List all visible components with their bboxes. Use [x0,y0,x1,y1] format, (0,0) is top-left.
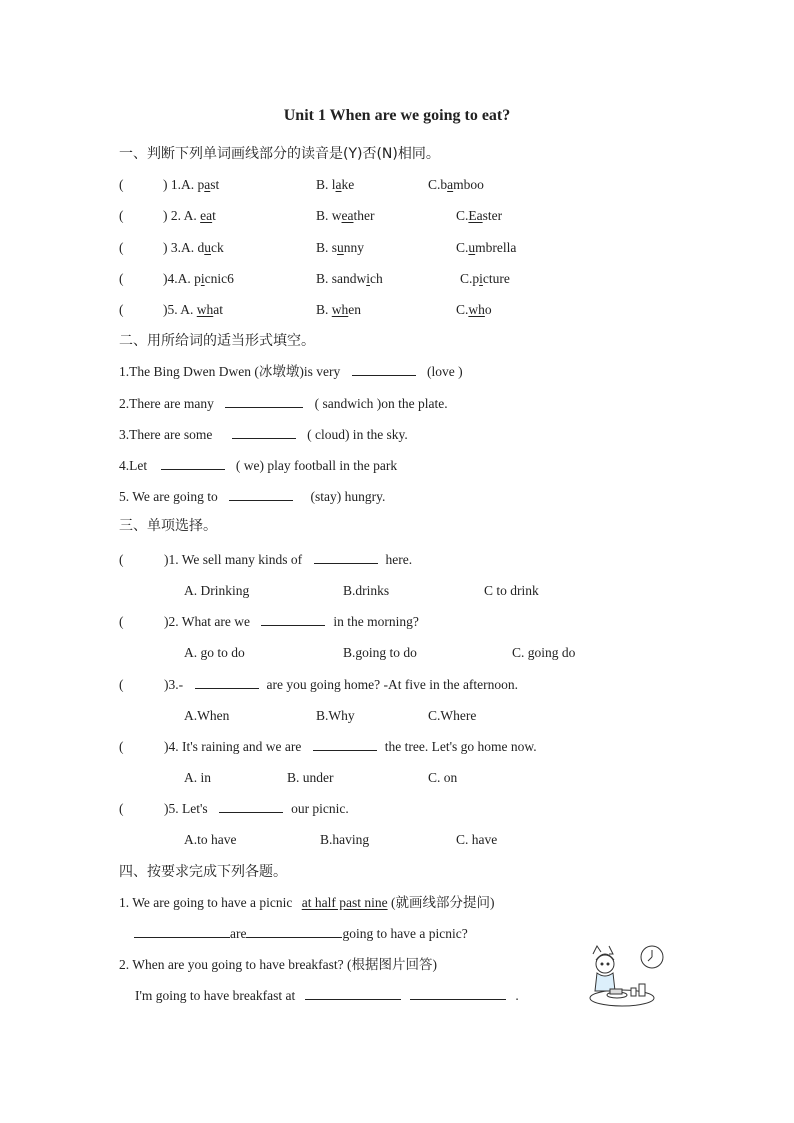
task-2-answer-line: I'm going to have breakfast at . [135,988,519,1003]
answer-blank[interactable] [352,363,416,376]
option-b: B. lake [316,177,355,192]
option-c: C. have [456,832,498,847]
answer-blank[interactable] [229,488,293,501]
option-a: A. in [184,770,211,785]
answer-blank[interactable] [246,925,342,938]
task-1: 1. We are going to have a picnic at half past nine (就画线部分提问) [119,895,495,910]
fill-item-2: 2.There are many ( sandwich )on the plate. [119,396,448,411]
answer-blank[interactable] [195,676,259,689]
breakfast-illustration [585,940,670,1012]
answer-blank[interactable] [261,613,325,626]
option-c: C.Easter [456,208,503,223]
option-b: B. when [316,302,362,317]
option-c: C to drink [484,583,539,598]
section-3-heading: 三、单项选择。 [119,518,217,534]
option-c: C.who [456,302,492,317]
answer-blank[interactable] [410,987,506,1000]
option-b: B. sunny [316,240,365,255]
option-b: B.going to do [343,645,417,660]
question-text: )1. We sell many kinds of here. [164,552,413,567]
option-c: C.picture [460,271,510,286]
option-c: C.bamboo [428,177,484,192]
option-c: C.umbrella [456,240,517,255]
answer-paren[interactable]: ( [119,614,124,629]
answer-paren[interactable]: ( [119,177,124,192]
option-a: A. Drinking [184,583,250,598]
answer-paren[interactable]: ( [119,302,124,317]
section-1-heading: 一、判断下列单词画线部分的读音是(Y)否(N)相同。 [119,146,440,162]
task-2: 2. When are you going to have breakfast? (根据图片回答) [119,957,438,972]
section-4-heading: 四、按要求完成下列各题。 [119,864,287,880]
answer-blank[interactable] [314,551,378,564]
fill-item-3: 3.There are some ( cloud) in the sky. [119,427,408,442]
answer-paren[interactable]: ( [119,677,124,692]
option-c: C.Where [428,708,477,723]
question-text: )2. What are we in the morning? [164,614,419,629]
answer-paren[interactable]: ( [119,739,124,754]
answer-paren[interactable]: ( [119,552,124,567]
option-c: C. going do [512,645,576,660]
option-b: B.drinks [343,583,390,598]
task-1-answer-line: are going to have a picnic? [134,925,468,943]
answer-blank[interactable] [219,800,283,813]
question-text: )5. Let's our picnic. [164,801,349,816]
option-a: A.When [184,708,230,723]
answer-blank[interactable] [305,987,401,1000]
answer-blank[interactable] [134,925,230,938]
option-b: B. weather [316,208,375,223]
item-number: )4.A. picnic6 [163,271,234,286]
fill-item-5: 5. We are going to (stay) hungry. [119,489,386,504]
item-number: ) 2. A. eat [163,208,216,223]
option-b: B.having [320,832,370,847]
answer-paren[interactable]: ( [119,271,124,286]
answer-blank[interactable] [225,395,303,408]
answer-blank[interactable] [313,738,377,751]
section-2-heading: 二、用所给词的适当形式填空。 [119,333,315,349]
option-a: A.to have [184,832,237,847]
question-text: )4. It's raining and we are the tree. Let's go home now. [164,739,537,754]
option-a: A. go to do [184,645,245,660]
underlined-phrase: at half past nine [301,895,388,910]
item-number: )5. A. what [163,302,224,317]
option-b: B. under [287,770,334,785]
fill-item-4: 4.Let ( we) play football in the park [119,458,398,473]
answer-paren[interactable]: ( [119,208,124,223]
fill-item-1: 1.The Bing Dwen Dwen (冰墩墩)is very (love ) [119,364,463,379]
option-b: B.Why [316,708,355,723]
answer-paren[interactable]: ( [119,801,124,816]
question-text: )3.- are you going home? -At five in the afternoon. [164,677,519,692]
answer-blank[interactable] [161,457,225,470]
option-c: C. on [428,770,458,785]
option-b: B. sandwich [316,271,383,286]
answer-blank[interactable] [232,426,296,439]
item-number: ) 1.A. past [163,177,220,192]
answer-paren[interactable]: ( [119,240,124,255]
page-title: Unit 1 When are we going to eat? [283,107,511,124]
item-number: ) 3.A. duck [163,240,224,255]
